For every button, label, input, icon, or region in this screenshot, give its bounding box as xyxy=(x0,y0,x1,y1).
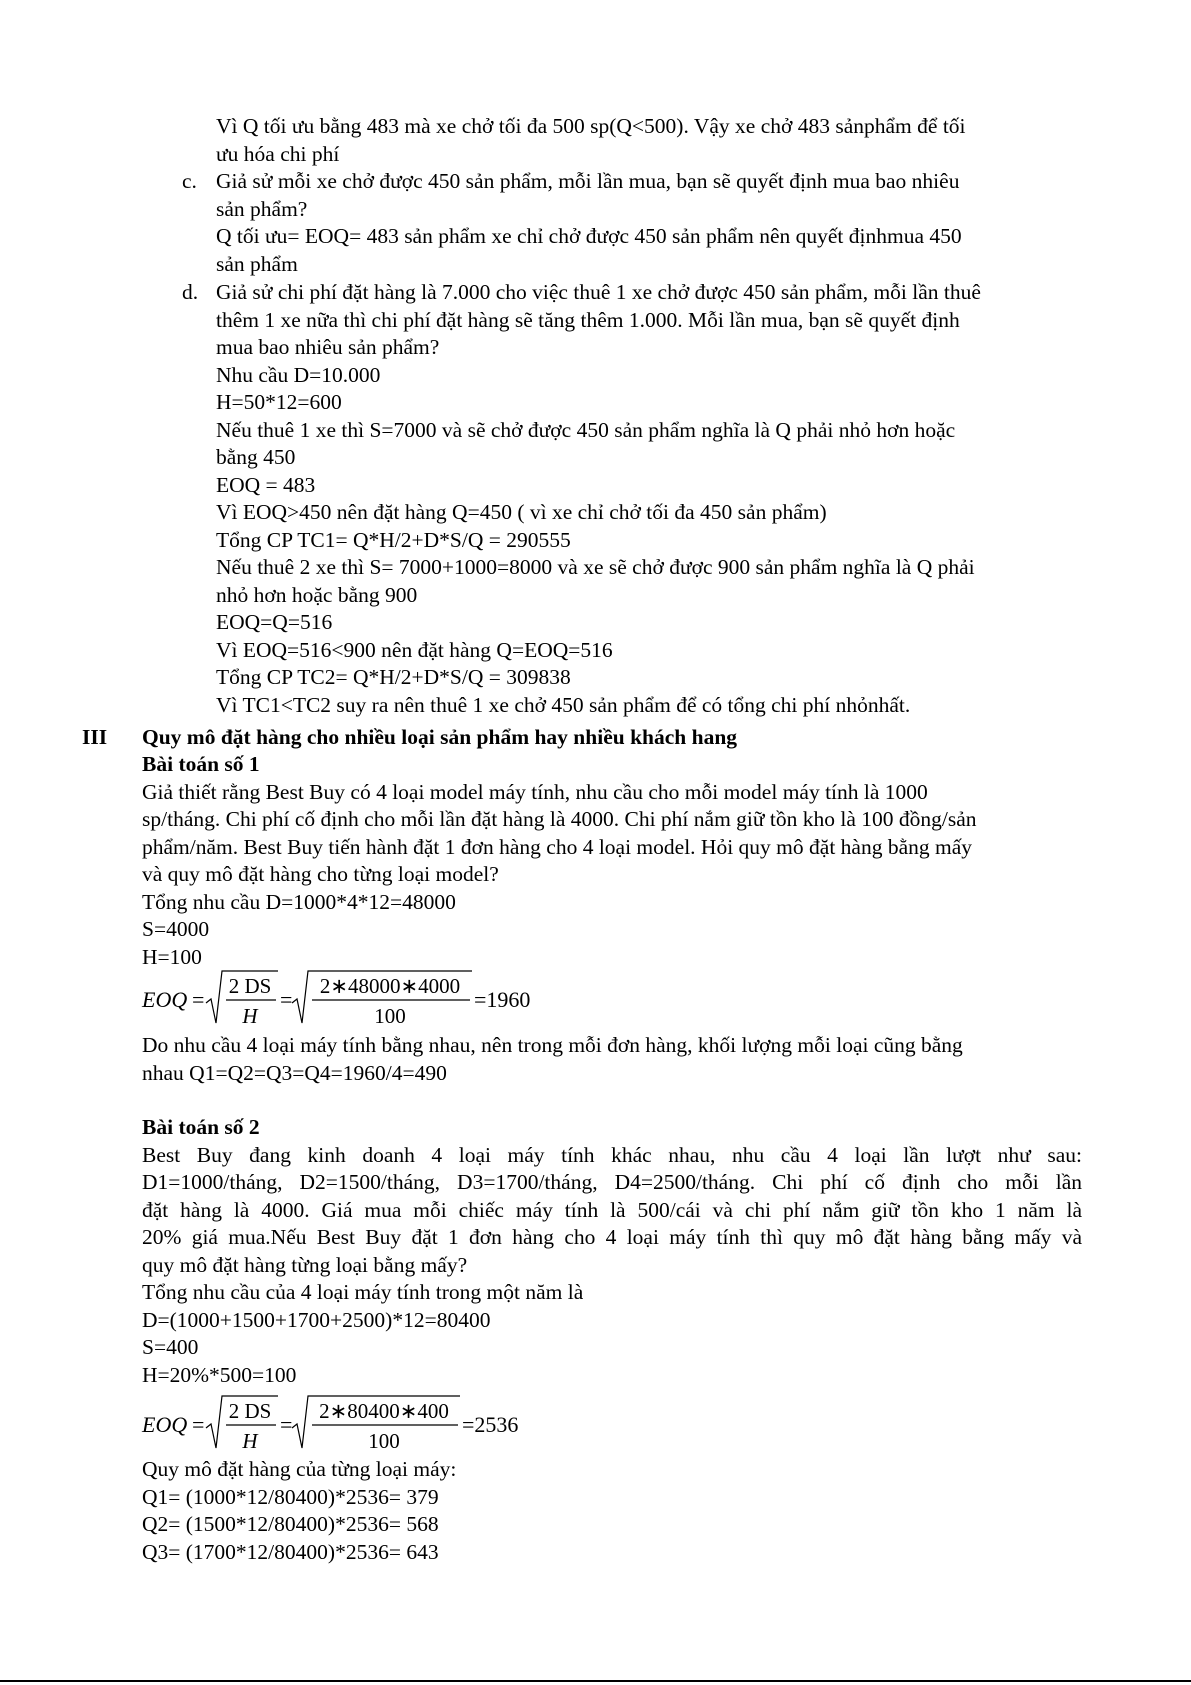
formula-num1: 2 DS xyxy=(228,1399,272,1423)
formula-num2: 2∗80400∗400 xyxy=(319,1399,449,1423)
text-line: Tổng nhu cầu của 4 loại máy tính trong một năm là xyxy=(142,1280,584,1304)
text-line: 20% giá mua.Nếu Best Buy đặt 1 đơn hàng cho 4 loại máy tính thì quy mô đặt hàng bằng mấy và xyxy=(142,1225,1082,1249)
formula-den1: H xyxy=(242,1004,258,1028)
text-line: Giả sử chi phí đặt hàng là 7.000 cho việc thuê 1 xe chở được 450 sản phẩm, mỗi lần thuê xyxy=(216,280,981,304)
formula-lhs: EOQ xyxy=(142,987,188,1012)
page-bottom-rule xyxy=(0,1680,1191,1682)
text-line: Vì Q tối ưu bằng 483 mà xe chở tối đa 500 sp(Q<500). Vậy xe chở 483 sảnphẩm để tối xyxy=(216,114,966,138)
text-line: nhỏ hơn hoặc bằng 900 xyxy=(216,582,418,607)
formula-lhs: EOQ xyxy=(142,1412,188,1437)
item-letter: d. xyxy=(182,280,199,304)
text-line: Giả thiết rằng Best Buy có 4 loại model máy tính, nhu cầu cho mỗi model máy tính là 1000 xyxy=(142,779,928,804)
formula-svg xyxy=(142,965,562,1029)
text-line: H=100 xyxy=(142,944,202,969)
text-line: Nhu cầu D=10.000 xyxy=(216,362,381,387)
text-line: Vì EOQ>450 nên đặt hàng Q=450 ( vì xe chỉ chở tối đa 450 sản phẩm) xyxy=(216,500,827,524)
problem-1 xyxy=(142,751,1082,971)
formula-result: =2536 xyxy=(462,1412,519,1437)
problem-2-results xyxy=(142,1456,1082,1566)
formula-num1: 2 DS xyxy=(228,974,272,998)
formula-eq: = xyxy=(280,1412,293,1437)
text-line: mua bao nhiêu sản phẩm? xyxy=(216,335,440,359)
text-line: Q3= (1700*12/80400)*2536= 643 xyxy=(142,1539,439,1564)
text-line: Tổng CP TC1= Q*H/2+D*S/Q = 290555 xyxy=(216,527,571,552)
text-line: Vì EOQ=516<900 nên đặt hàng Q=EOQ=516 xyxy=(216,637,613,662)
problem-title: Bài toán số 2 xyxy=(142,1115,260,1139)
text-line: đặt hàng là 4000. Giá mua mỗi chiếc máy tính là 500/cái và chi phí nắm giữ tồn kho 1 năm là xyxy=(142,1197,1082,1222)
text-line: quy mô đặt hàng từng loại bằng mấy? xyxy=(142,1252,468,1277)
text-line: H=50*12=600 xyxy=(216,390,342,414)
formula-den2: 100 xyxy=(374,1004,406,1028)
text-line: Do nhu cầu 4 loại máy tính bằng nhau, nên trong mỗi đơn hàng, khối lượng mỗi loại cũng bằng xyxy=(142,1033,963,1057)
formula-den2: 100 xyxy=(368,1429,400,1453)
text-line: sản phẩm xyxy=(216,251,298,276)
text-line: phẩm/năm. Best Buy tiến hành đặt 1 đơn hàng cho 4 loại model. Hỏi quy mô đặt hàng bằng mấy xyxy=(142,834,973,859)
text-line: Q1= (1000*12/80400)*2536= 379 xyxy=(142,1484,439,1509)
text-line: D1=1000/tháng, D2=1500/tháng, D3=1700/tháng, D4=2500/tháng. Chi phí cố định cho mỗi lần xyxy=(142,1170,1082,1194)
formula-den1: H xyxy=(242,1429,258,1453)
formula-svg xyxy=(142,1390,562,1454)
text-line: bằng 450 xyxy=(216,445,296,469)
eoq-formula-1 xyxy=(142,965,562,1029)
text-line: sản phẩm? xyxy=(216,196,308,221)
problem-2 xyxy=(142,1114,1082,1389)
text-line: EOQ=Q=516 xyxy=(216,610,333,634)
problem-title: Bài toán số 1 xyxy=(142,752,260,776)
part-b-answer xyxy=(216,113,1076,168)
text-line: nhau Q1=Q2=Q3=Q4=1960/4=490 xyxy=(142,1060,447,1085)
text-line: EOQ = 483 xyxy=(216,472,316,497)
formula-result: =1960 xyxy=(474,987,531,1012)
eoq-formula-2 xyxy=(142,1390,562,1454)
section-number: III xyxy=(82,725,108,749)
text-line: Tổng CP TC2= Q*H/2+D*S/Q = 309838 xyxy=(216,665,571,689)
text-line: ưu hóa chi phí xyxy=(216,141,340,166)
formula-eq: = xyxy=(192,1412,205,1437)
text-line: H=20%*500=100 xyxy=(142,1362,297,1387)
text-line: sp/tháng. Chi phí cố định cho mỗi lần đặt hàng là 4000. Chi phí nắm giữ tồn kho là 100 đồng/sản xyxy=(142,807,977,831)
text-line: Tổng nhu cầu D=1000*4*12=48000 xyxy=(142,889,456,914)
section-title: Quy mô đặt hàng cho nhiều loại sản phẩm hay nhiều khách hang xyxy=(142,725,738,749)
formula-eq: = xyxy=(192,987,205,1012)
item-letter: c. xyxy=(182,169,197,193)
text-line: thêm 1 xe nữa thì chi phí đặt hàng sẽ tăng thêm 1.000. Mỗi lần mua, bạn sẽ quyết định xyxy=(216,307,960,332)
problem-1-conclusion xyxy=(142,1032,1082,1087)
text-line: S=400 xyxy=(142,1335,199,1359)
text-line: Best Buy đang kinh doanh 4 loại máy tính khác nhau, nhu cầu 4 loại lần lượt như sau: xyxy=(142,1142,1082,1167)
text-line: Vì TC1<TC2 suy ra nên thuê 1 xe chở 450 sản phẩm để có tổng chi phí nhỏnhất. xyxy=(216,692,911,717)
text-line: D=(1000+1500+1700+2500)*12=80400 xyxy=(142,1307,491,1332)
text-line: và quy mô đặt hàng cho từng loại model? xyxy=(142,862,499,886)
text-line: Q tối ưu= EOQ= 483 sản phẩm xe chỉ chở được 450 sản phẩm nên quyết địnhmua 450 xyxy=(216,224,962,248)
text-line: Q2= (1500*12/80400)*2536= 568 xyxy=(142,1512,439,1536)
text-line: Quy mô đặt hàng của từng loại máy: xyxy=(142,1457,457,1481)
formula-num2: 2∗48000∗4000 xyxy=(319,974,461,998)
text-line: S=4000 xyxy=(142,917,210,941)
formula-eq: = xyxy=(280,987,293,1012)
text-line: Giả sử mỗi xe chở được 450 sản phẩm, mỗi lần mua, bạn sẽ quyết định mua bao nhiêu xyxy=(216,169,960,193)
text-line: Nếu thuê 2 xe thì S= 7000+1000=8000 và xe sẽ chở được 900 sản phẩm nghĩa là Q phải xyxy=(216,555,975,579)
text-line: Nếu thuê 1 xe thì S=7000 và sẽ chở được 450 sản phẩm nghĩa là Q phải nhỏ hơn hoặc xyxy=(216,417,956,442)
